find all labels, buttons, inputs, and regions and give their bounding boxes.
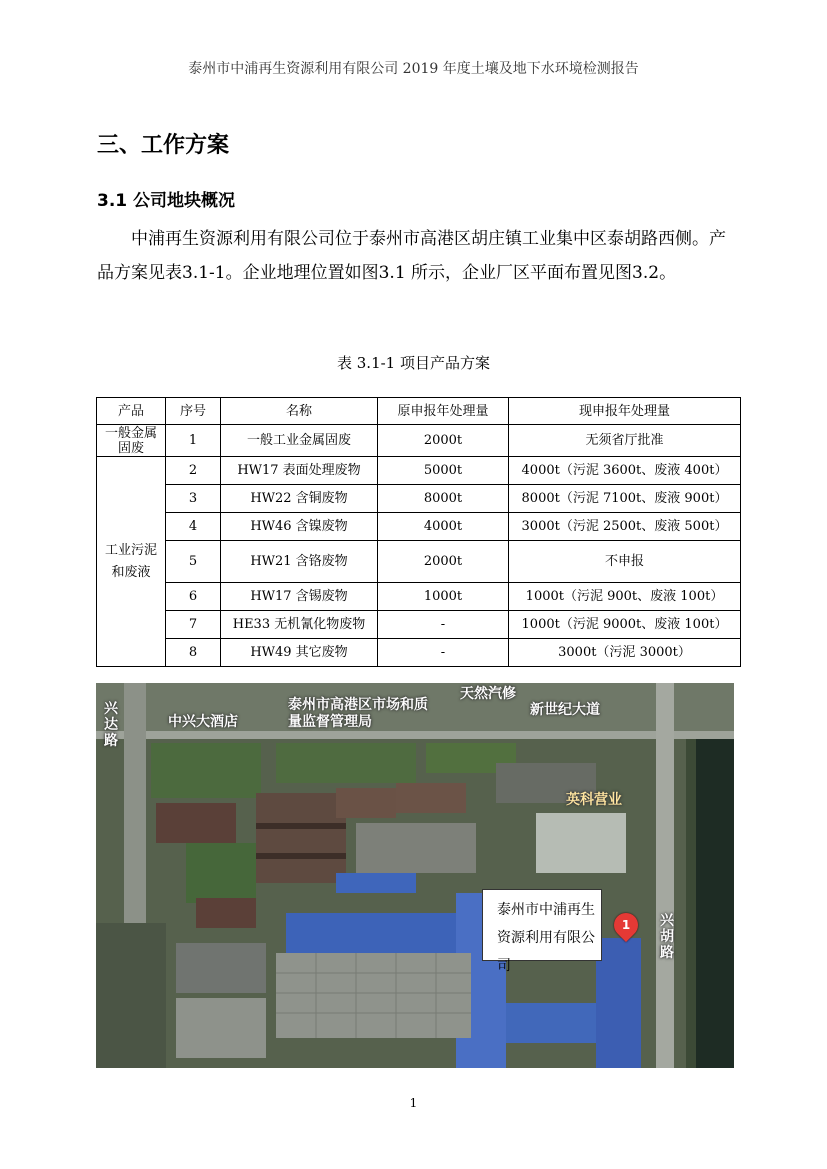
cell-current: 4000t（污泥 3600t、废液 400t） <box>509 457 741 485</box>
cell-name: HW17 表面处理废物 <box>221 457 378 485</box>
cell-current: 不申报 <box>509 541 741 583</box>
map-label-market-bureau: 泰州市高港区市场和质量监督管理局 <box>288 697 428 730</box>
cell-original: 8000t <box>378 485 509 513</box>
table-header-row <box>97 398 741 425</box>
satellite-map <box>96 683 734 1068</box>
header-number: 序号 <box>166 398 221 425</box>
subsection-title: 3.1 公司地块概况 <box>97 191 236 211</box>
cell-original: 2000t <box>378 541 509 583</box>
header-name: 名称 <box>221 398 378 425</box>
overview-paragraph: 中浦再生资源利用有限公司位于泰州市高港区胡庄镇工业集中区泰胡路西侧。产品方案见表3.1-1。企业地理位置如图3.1 所示，企业厂区平面布置见图3.2。 <box>97 229 726 283</box>
table-caption: 表 3.1-1 项目产品方案 <box>336 354 490 372</box>
cell-name: HW22 含铜废物 <box>221 485 378 513</box>
map-label-road-west: 兴达路 <box>104 701 118 749</box>
header-product: 产品 <box>97 398 166 425</box>
cell-name: HW49 其它废物 <box>221 639 378 667</box>
cell-original: 1000t <box>378 583 509 611</box>
cell-original: 4000t <box>378 513 509 541</box>
section-title: 三、工作方案 <box>97 133 230 158</box>
cell-number: 6 <box>166 583 221 611</box>
cell-current: 3000t（污泥 2500t、废液 500t） <box>509 513 741 541</box>
cell-name: HE33 无机氰化物废物 <box>221 611 378 639</box>
page-number: 1 <box>409 1096 418 1110</box>
location-pin-icon <box>609 908 643 942</box>
pin-number: 1 <box>621 918 631 932</box>
cell-name: 一般工业金属固废 <box>221 425 378 457</box>
map-label-road-east: 兴胡路 <box>660 913 674 961</box>
cell-original: 2000t <box>378 425 509 457</box>
cell-original: 5000t <box>378 457 509 485</box>
table-row <box>97 513 741 541</box>
cell-current: 1000t（污泥 9000t、废液 100t） <box>509 611 741 639</box>
cell-original: - <box>378 611 509 639</box>
cell-number: 5 <box>166 541 221 583</box>
cell-number: 3 <box>166 485 221 513</box>
product-table <box>96 397 741 667</box>
map-label-road-top-a: 天然汽修 <box>460 686 516 702</box>
page-header: 泰州市中浦再生资源利用有限公司 2019 年度土壤及地下水环境检测报告 <box>188 61 639 77</box>
table-row <box>97 639 741 667</box>
company-callout: 泰州市中浦再生资源利用有限公司 <box>482 889 602 961</box>
cell-original: - <box>378 639 509 667</box>
cell-number: 7 <box>166 611 221 639</box>
table-row <box>97 583 741 611</box>
cell-name: HW21 含铬废物 <box>221 541 378 583</box>
map-label-hotel: 中兴大酒店 <box>168 714 238 730</box>
cell-current: 8000t（污泥 7100t、废液 900t） <box>509 485 741 513</box>
group-cell: 一般金属固废 <box>97 425 166 457</box>
cell-number: 2 <box>166 457 221 485</box>
map-label-road-top-b: 新世纪大道 <box>530 702 600 718</box>
cell-name: HW46 含镍废物 <box>221 513 378 541</box>
table-row <box>97 485 741 513</box>
group-cell: 工业污泥和废液 <box>97 457 166 667</box>
table-row <box>97 541 741 583</box>
cell-name: HW17 含锡废物 <box>221 583 378 611</box>
cell-current: 1000t（污泥 900t、废液 100t） <box>509 583 741 611</box>
cell-current: 无须省厅批准 <box>509 425 741 457</box>
map-imagery <box>96 683 734 1068</box>
cell-number: 8 <box>166 639 221 667</box>
map-label-company-b: 英科营业 <box>566 792 622 808</box>
table-row <box>97 611 741 639</box>
cell-number: 1 <box>166 425 221 457</box>
header-original-volume: 原申报年处理量 <box>378 398 509 425</box>
table-row <box>97 425 741 457</box>
table-row <box>97 457 741 485</box>
cell-current: 3000t（污泥 3000t） <box>509 639 741 667</box>
header-current-volume: 现申报年处理量 <box>509 398 741 425</box>
cell-number: 4 <box>166 513 221 541</box>
